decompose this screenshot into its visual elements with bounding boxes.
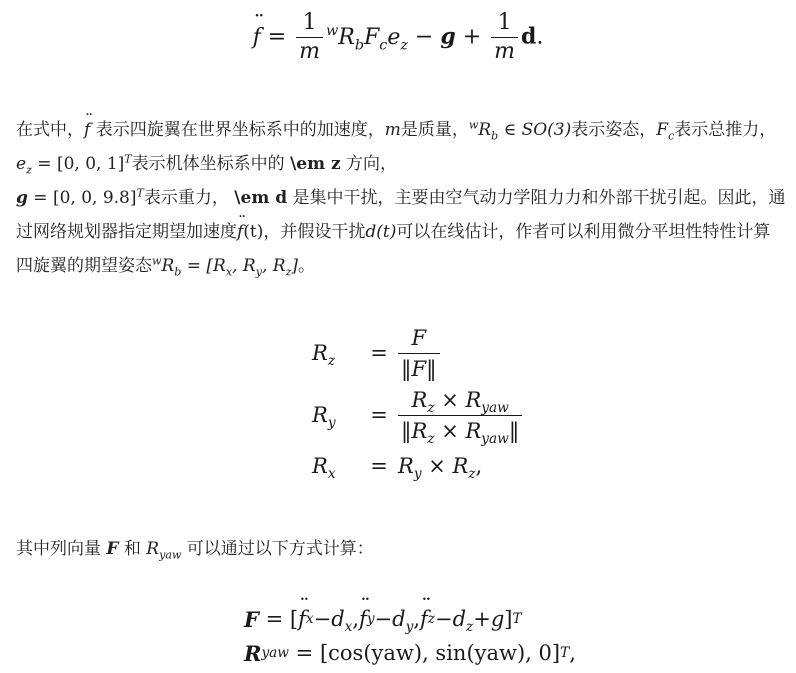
paragraph-explanation: 在式中，¨ f 表示四旋翼在世界坐标系中的加速度，m是质量，$^wR_b$ ∈ SO(3)表示姿态，$F_c$表示总推力，$e_z = [0$, 0, 1]$^T$表示机体坐标系中的 \em z 方向， g = [0, 0, 9.8]$^T$表示重力， \em d 是集中干扰，主要由空气动力学阻力力和外部干扰引起。因此，通过网络规划器指定期望加速度¨ f(t)，并假设干扰d(t)可以在线估计，作者可以利用微分平坦性特性计算四旋翼的期望姿态$^wR_b = [R_x$, $R_y$, $R_z$]。 [16, 113, 786, 283]
equation-force-yaw: F = [ ¨ f x − $d_x$ , ¨ f y − $d_y$ , ¨ f z − $d_z$ + g ] T R yaw = [cos(yaw), sin(yaw), 0] T , [244, 602, 576, 670]
equation-dynamics: ¨ f = $\frac{1}{m}$ $^wR_bF_ce_z - g$ + $\frac{1}{m}$ d. [0, 12, 796, 63]
equation-rotation-axes: $R_z$ = $\frac{F}{‖F‖}$ $R_y$ = $\frac{R_z \times R_{yaw}}{‖R_z \times R_{yaw}‖}$ $R_x$ = $R_y \times R_z$, [312, 322, 525, 486]
paragraph-vector-intro: 其中列向量 F 和 $R_{yaw}$ 可以通过以下方式计算： [16, 539, 374, 562]
